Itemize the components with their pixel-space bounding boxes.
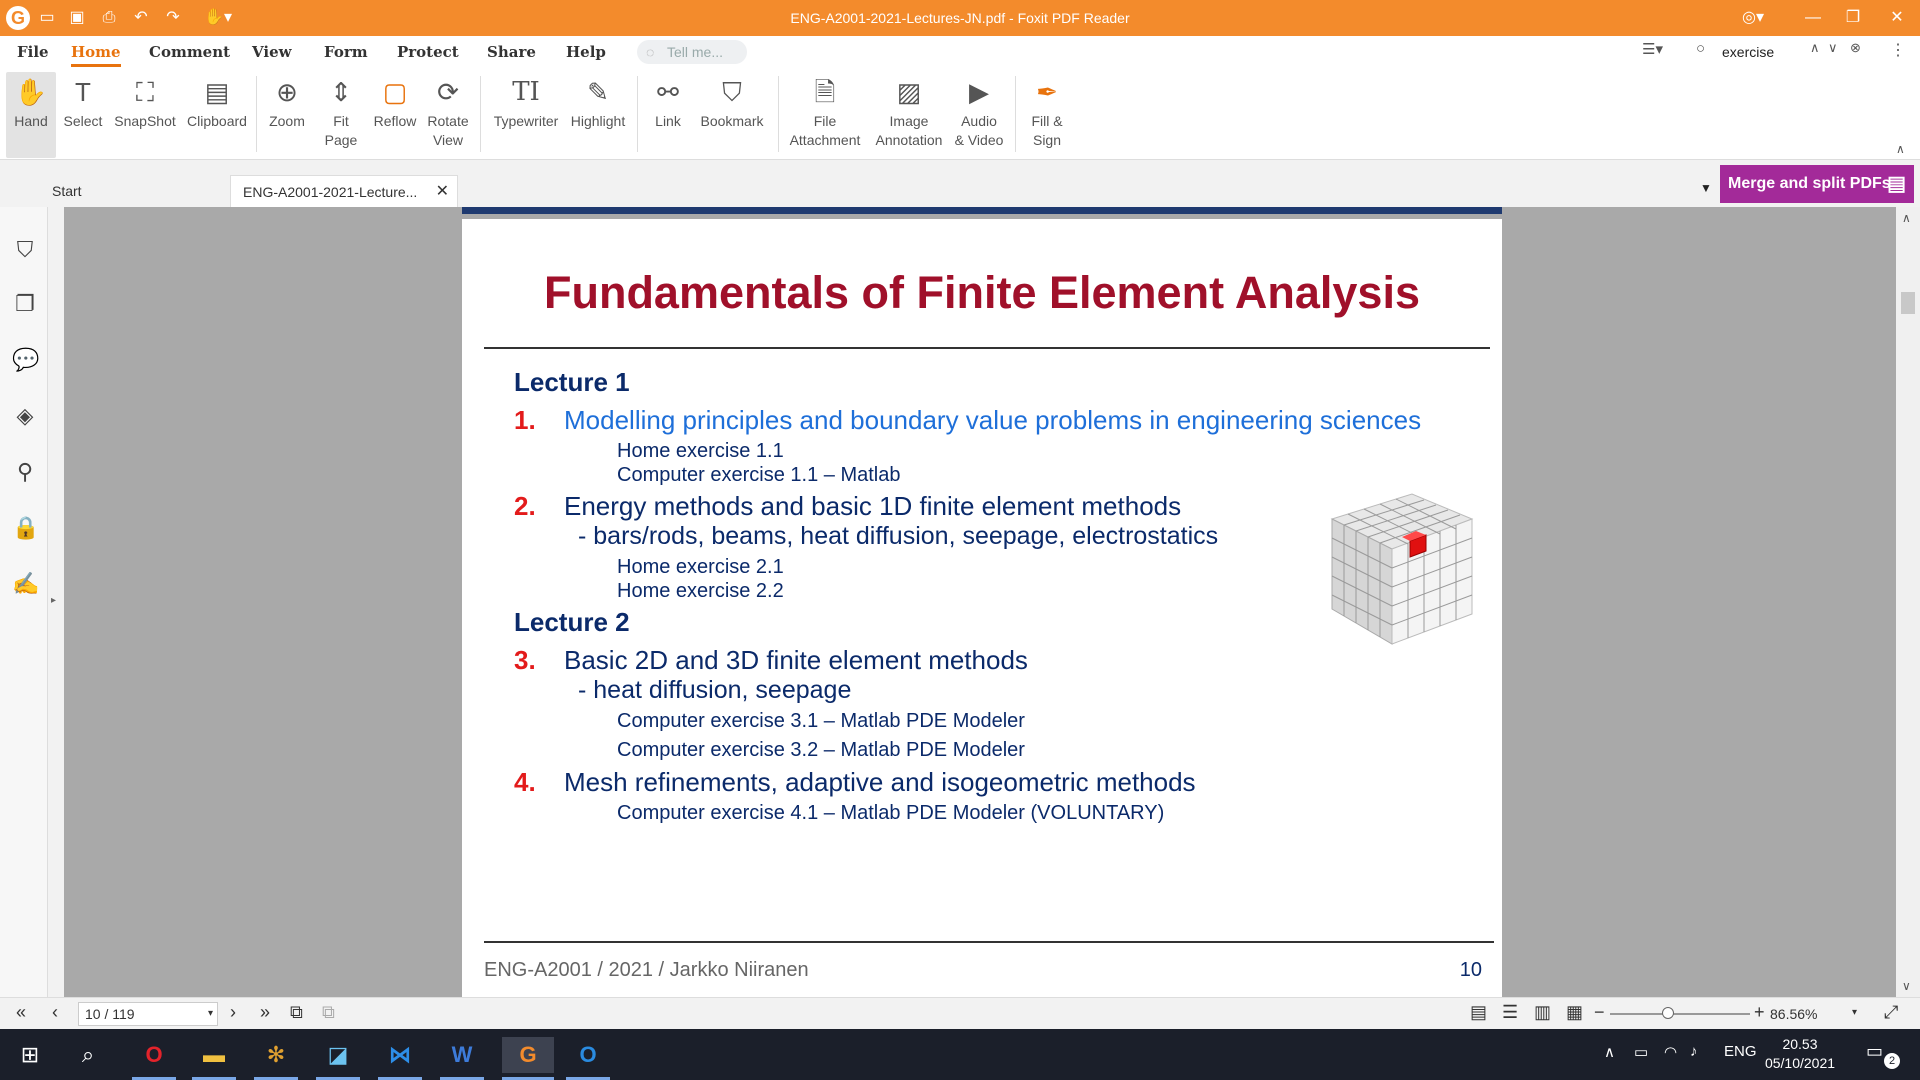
item-number: 4.	[514, 767, 536, 797]
title-divider	[484, 347, 1490, 349]
page-dropdown-icon[interactable]: ▾	[207, 1008, 213, 1019]
ribbon-toolbar	[0, 68, 1920, 160]
merge-pdf-icon: ▤	[1887, 173, 1906, 195]
lightbulb-icon: ◌	[646, 44, 655, 60]
tab-document-label: ENG-A2001-2021-Lecture...	[243, 184, 418, 200]
expand-panel-icon[interactable]: ▸	[51, 595, 57, 606]
more-options-icon[interactable]: ⋮	[1890, 42, 1906, 59]
item-number: 2.	[514, 491, 536, 521]
item-3-title: Basic 2D and 3D finite element methods	[564, 645, 1028, 675]
foxit-logo-icon[interactable]: G	[6, 6, 30, 30]
fit-page-tool[interactable]: ⇕ Fit Page	[316, 72, 366, 158]
file-attachment-tool[interactable]: 🗎 File Attachment	[784, 72, 866, 158]
print-icon[interactable]: ⎙	[102, 9, 116, 26]
snapshot-icon: ⛶	[135, 77, 155, 107]
close-tab-icon[interactable]: ✕	[435, 183, 449, 200]
exercise-line: Home exercise 1.1	[617, 440, 784, 462]
zoom-slider[interactable]	[1610, 1013, 1750, 1015]
ribbon-separator	[637, 76, 638, 152]
page-number-input[interactable]	[78, 1002, 218, 1026]
previous-page-edge	[462, 207, 1502, 214]
comments-panel-icon[interactable]: 💬	[12, 347, 40, 372]
page-indicator: 10 / 119	[85, 1006, 135, 1022]
zoom-level[interactable]: 86.56%	[1770, 1006, 1818, 1022]
signature-panel-icon[interactable]: ✍	[12, 571, 40, 596]
menu-share[interactable]: Share	[487, 43, 536, 61]
navigation-panel	[0, 207, 57, 997]
item-3-subtitle: - heat diffusion, seepage	[578, 676, 852, 704]
notes-app-icon[interactable]: ◪	[327, 1042, 349, 1067]
scrollbar-thumb[interactable]	[1901, 292, 1915, 314]
notification-count-badge: 2	[1884, 1053, 1900, 1069]
window-title: ENG-A2001-2021-Lectures-JN.pdf - Foxit PDF Reader	[790, 10, 1130, 26]
layers-panel-icon[interactable]: ◈	[16, 403, 34, 428]
select-text-icon: T	[75, 77, 91, 107]
menu-file[interactable]: File	[17, 43, 49, 61]
save-icon[interactable]: ▣	[69, 9, 85, 26]
fullscreen-icon[interactable]: ⤢	[1884, 1002, 1899, 1022]
continuous-view-icon[interactable]: ☰	[1502, 1002, 1519, 1022]
word-icon[interactable]: W	[451, 1042, 473, 1067]
volume-icon[interactable]: ♪	[1690, 1043, 1698, 1060]
status-bar	[0, 997, 1920, 1029]
notification-center-icon[interactable]: ▭ 2	[1866, 1041, 1902, 1069]
next-view-icon[interactable]: ⧉	[322, 1002, 335, 1022]
highlight-tool[interactable]: ✎ Highlight	[566, 72, 630, 158]
previous-view-icon[interactable]: ⧉	[290, 1002, 303, 1022]
outlook-icon[interactable]: O	[579, 1042, 597, 1067]
hand-tool-dropdown-icon[interactable]: ✋▾	[204, 9, 232, 26]
language-indicator[interactable]: ENG	[1724, 1043, 1757, 1060]
tab-start[interactable]: Start	[52, 183, 82, 199]
reflow-icon: ▢	[382, 77, 408, 107]
item-4-title: Mesh refinements, adaptive and isogeometric methods	[564, 767, 1196, 797]
document-viewport[interactable]	[64, 207, 1896, 997]
lecture-2-heading: Lecture 2	[514, 607, 630, 637]
menu-form[interactable]: Form	[324, 43, 368, 61]
menu-view[interactable]: View	[252, 43, 292, 61]
ribbon-separator	[778, 76, 779, 152]
next-page-icon[interactable]: ›	[230, 1002, 236, 1022]
item-2-subtitle: - bars/rods, beams, heat diffusion, seepage, electrostatics	[578, 522, 1219, 550]
slide-title: Fundamentals of Finite Element Analysis	[543, 267, 1420, 318]
windows-start-icon[interactable]: ⊞	[20, 1042, 40, 1067]
open-folder-icon[interactable]: ▭	[39, 9, 55, 26]
exercise-line: Computer exercise 3.1 – Matlab PDE Modeler	[617, 710, 1025, 732]
redo-icon[interactable]: ↷	[166, 9, 180, 26]
search-taskbar-icon[interactable]: ⌕	[81, 1042, 95, 1067]
item-2-title: Energy methods and basic 1D finite element methods	[564, 491, 1182, 521]
continuous-facing-view-icon[interactable]: ▦	[1566, 1002, 1584, 1022]
rotate-view-tool[interactable]: ⟳ Rotate View	[422, 72, 474, 158]
exercise-line: Home exercise 2.1	[617, 556, 784, 578]
exercise-line: Home exercise 2.2	[617, 580, 784, 602]
exercise-line: Computer exercise 1.1 – Matlab	[617, 464, 901, 486]
menu-home[interactable]: Home	[71, 43, 121, 61]
slack-icon[interactable]: ✻	[266, 1042, 286, 1067]
link-tool[interactable]: ⚯ Link	[644, 72, 692, 158]
bookmark-tool[interactable]: ⛉ Bookmark	[694, 72, 770, 158]
clipboard-tool[interactable]: ▤ Clipboard	[184, 72, 250, 158]
search-next-icon[interactable]: ∨	[1828, 40, 1838, 55]
pages-panel-icon[interactable]: ❐	[15, 291, 35, 316]
file-attachment-icon: 🗎	[814, 77, 836, 107]
item-1-title[interactable]: Modelling principles and boundary value problems in engineering sciences	[564, 405, 1422, 435]
tab-list-dropdown-icon[interactable]: ▼	[1700, 181, 1712, 195]
ribbon-separator	[1015, 76, 1016, 152]
hand-tool[interactable]: ✋ Hand	[6, 72, 56, 158]
fill-sign-icon: ✒	[1036, 77, 1058, 107]
rotate-view-icon: ⟳	[437, 77, 459, 107]
find-options-icon[interactable]: ☰▾	[1642, 41, 1663, 58]
menu-help[interactable]: Help	[566, 43, 606, 61]
wifi-icon[interactable]: ◠	[1664, 1044, 1678, 1061]
scroll-down-icon[interactable]: ∨	[1902, 979, 1911, 993]
menu-protect[interactable]: Protect	[397, 43, 459, 61]
vertical-scrollbar[interactable]	[1896, 207, 1920, 997]
audio-video-tool[interactable]: ▶ Audio & Video	[952, 72, 1006, 158]
last-page-icon[interactable]: »	[260, 1002, 271, 1022]
security-panel-icon[interactable]: 🔒	[12, 515, 40, 540]
close-button[interactable]: ✕	[1890, 9, 1904, 26]
facing-view-icon[interactable]: ▥	[1534, 1002, 1552, 1022]
vscode-icon[interactable]: ⋈	[389, 1042, 411, 1067]
footer-divider	[484, 941, 1494, 943]
audio-video-icon: ▶	[969, 77, 989, 107]
opera-icon[interactable]: O	[145, 1042, 163, 1067]
pdf-page	[462, 219, 1502, 997]
tell-me-placeholder: Tell me...	[667, 44, 724, 60]
ribbon-separator	[480, 76, 481, 152]
first-page-icon[interactable]: «	[16, 1002, 27, 1022]
foxit-taskbar-icon[interactable]: G	[502, 1037, 554, 1073]
ribbon-separator	[256, 76, 257, 152]
menu-comment[interactable]: Comment	[149, 43, 231, 61]
document-tab-bar	[0, 171, 1920, 207]
footer-page-number: 10	[1459, 959, 1482, 981]
clock-date: 05/10/2021	[1764, 1055, 1836, 1071]
zoom-slider-thumb[interactable]	[1662, 1007, 1674, 1019]
footer-course-info: ENG-A2001 / 2021 / Jarkko Niiranen	[484, 959, 809, 981]
system-clock[interactable]	[1760, 1035, 1840, 1073]
minimize-button[interactable]: —	[1805, 9, 1821, 26]
merge-split-banner[interactable]	[1720, 165, 1914, 203]
restore-button[interactable]: ❐	[1845, 9, 1861, 26]
attachments-panel-icon[interactable]: ⚲	[16, 459, 34, 484]
typewriter-icon: TI	[512, 77, 540, 107]
fill-sign-tool[interactable]: ✒ Fill & Sign	[1022, 72, 1072, 158]
bookmark-panel-icon[interactable]: ⛉	[16, 237, 34, 262]
previous-page-icon[interactable]: ‹	[52, 1002, 58, 1022]
image-annotation-icon: ▨	[896, 77, 922, 107]
tab-document[interactable]	[230, 175, 458, 207]
snapshot-tool[interactable]: ⛶ SnapShot	[110, 72, 180, 158]
zoom-dropdown-icon[interactable]: ▾	[1852, 1007, 1858, 1018]
hand-icon: ✋	[14, 77, 48, 107]
zoom-tool[interactable]: ⊕ Zoom	[262, 72, 312, 158]
reflow-tool[interactable]: ▢ Reflow	[370, 72, 420, 158]
search-prev-icon[interactable]: ∧	[1810, 40, 1820, 55]
exercise-line: Computer exercise 4.1 – Matlab PDE Modeler (VOLUNTARY)	[617, 802, 1165, 824]
tell-me-box[interactable]	[637, 40, 747, 64]
zoom-in-icon[interactable]: +	[1754, 1002, 1765, 1022]
search-clear-icon[interactable]: ⊗	[1850, 40, 1861, 55]
merge-split-label: Merge and split PDFs	[1728, 175, 1891, 192]
zoom-icon: ⊕	[276, 77, 298, 107]
item-number: 3.	[514, 645, 536, 675]
exercise-line: Computer exercise 3.2 – Matlab PDE Modeler	[617, 739, 1025, 761]
single-page-view-icon[interactable]: ▤	[1470, 1002, 1488, 1022]
cube-illustration	[1312, 479, 1492, 659]
image-annotation-tool[interactable]: ▨ Image Annotation	[868, 72, 950, 158]
collapse-ribbon-icon[interactable]: ∧	[1896, 142, 1905, 156]
bookmark-icon: ⛉	[722, 77, 742, 107]
menu-bar	[0, 36, 1920, 68]
search-input[interactable]: exercise	[1722, 44, 1775, 60]
battery-icon[interactable]: ▭	[1634, 1044, 1649, 1061]
select-tool[interactable]: T Select	[60, 72, 106, 158]
title-bar	[0, 0, 1920, 36]
undo-icon[interactable]: ↶	[134, 9, 148, 26]
account-icon[interactable]: ◎▾	[1742, 9, 1764, 26]
fit-page-icon: ⇕	[330, 77, 352, 107]
tray-overflow-icon[interactable]: ∧	[1604, 1044, 1615, 1061]
file-explorer-icon[interactable]: ▬	[203, 1042, 225, 1067]
clock-time: 20.53	[1782, 1036, 1818, 1052]
clipboard-icon: ▤	[204, 77, 230, 107]
typewriter-tool[interactable]: TI Typewriter	[488, 72, 564, 158]
search-icon: ○	[1696, 40, 1706, 57]
link-icon: ⚯	[657, 77, 679, 107]
item-number: 1.	[514, 405, 536, 435]
zoom-out-icon[interactable]: −	[1594, 1002, 1605, 1022]
lecture-1-heading: Lecture 1	[514, 367, 630, 397]
highlight-icon: ✎	[587, 77, 609, 107]
scroll-up-icon[interactable]: ∧	[1902, 211, 1911, 225]
windows-taskbar	[0, 1029, 1920, 1080]
